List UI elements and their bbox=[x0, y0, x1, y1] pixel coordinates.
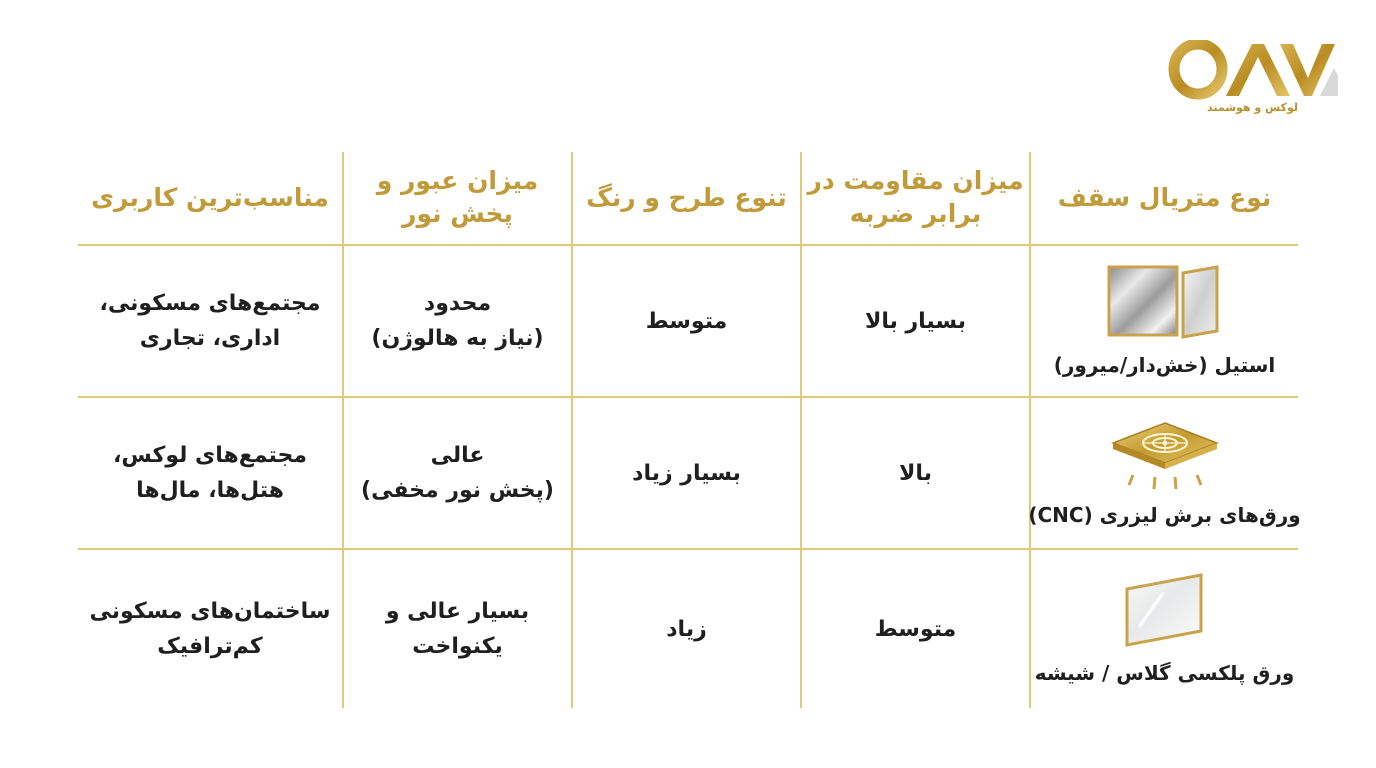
light-cell-glass bbox=[344, 550, 571, 708]
light-value-line-2: (پخش نور مخفی) bbox=[361, 478, 554, 503]
header-impact-line-2: برابر ضربه bbox=[849, 199, 982, 228]
light-value-line-1: بسیار عالی و bbox=[385, 599, 530, 624]
variety-value: متوسط bbox=[645, 308, 728, 334]
variety-value: زیاد bbox=[666, 616, 707, 642]
light-value-line-1: محدود bbox=[423, 291, 492, 316]
material-label-glass: ورق پلکسی گلاس / شیشه bbox=[1034, 661, 1295, 685]
header-variety bbox=[573, 150, 800, 244]
glass-panel-icon bbox=[1123, 573, 1207, 647]
variety-cell-steel bbox=[573, 246, 800, 396]
usage-value-line-2: کم‌ترافیک bbox=[157, 634, 263, 659]
usage-cell-cnc bbox=[78, 398, 342, 548]
header-light bbox=[344, 150, 571, 244]
material-cell-glass bbox=[1031, 550, 1298, 708]
steel-panels-icon bbox=[1107, 265, 1223, 339]
header-usage-line-1: مناسب‌ترین کاربری bbox=[91, 182, 329, 212]
light-value-line-2: یکنواخت bbox=[412, 634, 503, 659]
material-cell-steel bbox=[1031, 246, 1298, 396]
usage-cell-steel bbox=[78, 246, 342, 396]
light-value-line-1: عالی bbox=[430, 443, 485, 468]
cnc-laser-panel-icon bbox=[1105, 419, 1225, 491]
light-value-line-2: (نیاز به هالوژن) bbox=[371, 326, 544, 351]
usage-value-line-1: ساختمان‌های مسکونی bbox=[89, 599, 331, 624]
material-cell-cnc bbox=[1028, 398, 1301, 548]
brand-logo bbox=[1168, 40, 1338, 120]
material-label-steel: استیل (خش‌دار/میرور) bbox=[1053, 353, 1276, 377]
material-label-cnc: ورق‌های برش لیزری (CNC) bbox=[1028, 503, 1301, 527]
usage-value-line-2: هتل‌ها، مال‌ها bbox=[136, 478, 284, 503]
usage-cell-glass bbox=[78, 550, 342, 708]
header-light-line-2: پخش نور bbox=[402, 199, 513, 228]
usage-value-line-2: اداری، تجاری bbox=[139, 326, 281, 351]
impact-cell-glass bbox=[802, 550, 1029, 708]
light-cell-steel bbox=[344, 246, 571, 396]
variety-cell-glass bbox=[573, 550, 800, 708]
variety-cell-cnc bbox=[573, 398, 800, 548]
variety-value: بسیار زیاد bbox=[632, 460, 741, 486]
impact-value: متوسط bbox=[874, 616, 957, 642]
usage-value-line-1: مجتمع‌های لوکس، bbox=[113, 443, 307, 468]
header-variety-line-1: تنوع طرح و رنگ bbox=[586, 182, 787, 212]
header-light-line-1: میزان عبور و bbox=[376, 166, 539, 195]
header-material bbox=[1031, 150, 1298, 244]
light-cell-cnc bbox=[344, 398, 571, 548]
impact-cell-steel bbox=[802, 246, 1029, 396]
impact-value: بسیار بالا bbox=[864, 308, 967, 334]
brand-tagline: لوکس و هوشمند bbox=[1206, 101, 1298, 114]
header-impact-line-1: میزان مقاومت در bbox=[807, 166, 1024, 195]
oav-logo-mark bbox=[1168, 40, 1338, 102]
header-usage bbox=[78, 150, 342, 244]
header-material-line-1: نوع متریال سقف bbox=[1057, 182, 1272, 212]
usage-value-line-1: مجتمع‌های مسکونی، bbox=[99, 291, 321, 316]
header-impact bbox=[802, 150, 1029, 244]
impact-cell-cnc bbox=[802, 398, 1029, 548]
impact-value: بالا bbox=[899, 460, 932, 486]
